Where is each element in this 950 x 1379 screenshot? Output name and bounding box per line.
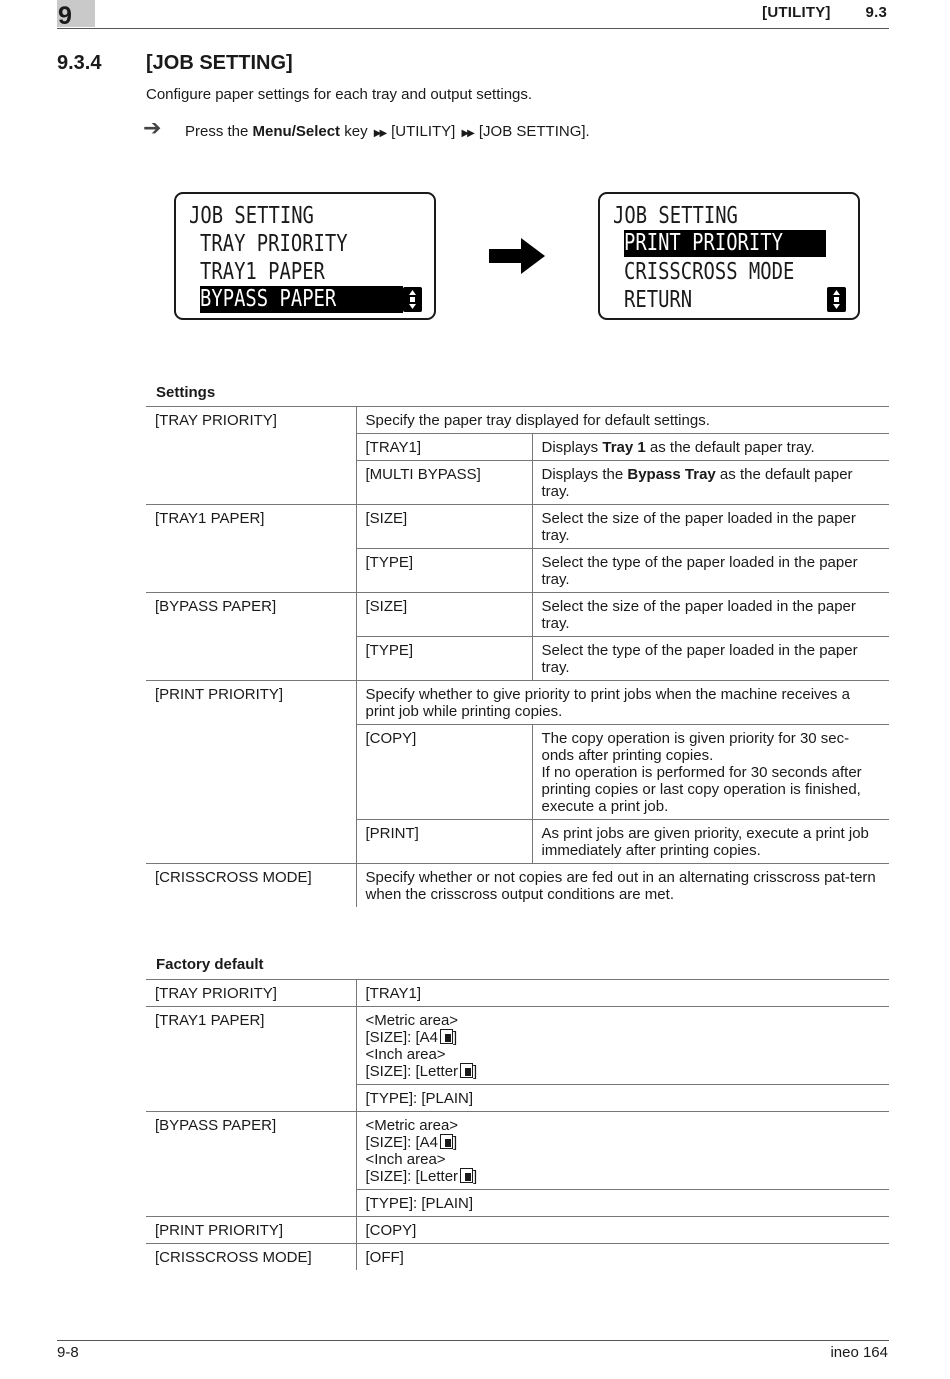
double-triangle-icon: ▶▶: [373, 128, 386, 139]
area-label: <Inch area>: [365, 1046, 446, 1063]
lcd-screen-left: [174, 192, 436, 320]
table-row: [146, 1217, 889, 1244]
settings-table-title: Settings: [156, 384, 216, 401]
table-row: [146, 593, 889, 637]
header-section-name: [UTILITY]: [762, 4, 831, 21]
area-label: <Inch area>: [365, 1151, 446, 1168]
step-arrow-icon: ➔: [143, 115, 162, 140]
settings-table: [146, 406, 889, 907]
option-desc: As print jobs are given priority, execute a print job immediately after printing copies.: [532, 820, 889, 864]
setting-name: [CRISSCROSS MODE]: [146, 864, 356, 908]
area-label: <Metric area>: [365, 1117, 459, 1134]
option-name: [TYPE]: [356, 549, 532, 593]
lcd-selected-line: BYPASS PAPER: [200, 286, 337, 312]
instr-step2: [JOB SETTING].: [478, 123, 590, 140]
lcd-screen-right: [598, 192, 860, 320]
size-line: [SIZE]: [Letter ]: [365, 1168, 478, 1185]
table-row: [146, 1244, 889, 1271]
default-value: [TYPE]: [PLAIN]: [356, 1190, 889, 1217]
size-line: [SIZE]: [A4 ]: [365, 1029, 458, 1046]
instr-pre: Press the: [185, 123, 253, 140]
setting-desc: Specify whether to give priority to print jobs when the machine receives a print job while printing copies.: [356, 681, 889, 725]
setting-name: [TRAY1 PAPER]: [146, 505, 356, 593]
option-desc: [532, 725, 889, 820]
double-triangle-icon: ▶▶: [461, 128, 473, 139]
lcd-line: TRAY1 PAPER: [200, 259, 325, 285]
footer-rule: [57, 1340, 889, 1341]
scroll-updown-icon: [403, 287, 422, 312]
table-row: [146, 1112, 889, 1190]
instr-step1: [UTILITY]: [391, 123, 460, 140]
default-value: [COPY]: [356, 1217, 889, 1244]
right-arrow-icon: [489, 238, 545, 274]
paper-orientation-icon: [440, 1134, 453, 1149]
option-name: [TYPE]: [356, 637, 532, 681]
paper-orientation-icon: [440, 1029, 453, 1044]
paper-orientation-icon: [460, 1063, 473, 1078]
instruction-text: [185, 123, 590, 140]
option-desc: Select the type of the paper loaded in the paper tray.: [532, 637, 889, 681]
option-name: [TRAY1]: [356, 434, 532, 461]
setting-desc: Specify whether or not copies are fed out in an alternating crisscross pat-tern when the crisscross output conditions are met.: [356, 864, 889, 908]
setting-name: [TRAY PRIORITY]: [146, 407, 356, 505]
option-name: [MULTI BYPASS]: [356, 461, 532, 505]
paper-orientation-icon: [460, 1168, 473, 1183]
table-row: [146, 681, 889, 725]
option-name: [SIZE]: [356, 593, 532, 637]
header-rule: [57, 28, 889, 29]
option-desc: Select the size of the paper loaded in the paper tray.: [532, 505, 889, 549]
default-value: [TYPE]: [PLAIN]: [356, 1085, 889, 1112]
table-row: [146, 864, 889, 908]
scroll-updown-icon: [827, 287, 846, 312]
setting-name: [CRISSCROSS MODE]: [146, 1244, 356, 1271]
setting-name: [TRAY PRIORITY]: [146, 980, 356, 1007]
setting-name: [PRINT PRIORITY]: [146, 681, 356, 864]
intro-text: Configure paper settings for each tray and output settings.: [146, 86, 533, 103]
size-line: [SIZE]: [A4 ]: [365, 1134, 458, 1151]
default-value: [356, 1007, 889, 1085]
size-line: [SIZE]: [Letter ]: [365, 1063, 478, 1080]
option-desc: Displays the Bypass Tray as the default paper tray.: [532, 461, 889, 505]
table-row: [146, 505, 889, 549]
lcd-line: CRISSCROSS MODE: [624, 259, 795, 285]
running-header: [762, 4, 887, 21]
instr-mid: key: [340, 123, 372, 140]
option-name: [PRINT]: [356, 820, 532, 864]
option-desc: Select the type of the paper loaded in the paper tray.: [532, 549, 889, 593]
product-model: ineo 164: [830, 1344, 888, 1361]
lcd-line: RETURN: [624, 287, 693, 313]
option-name: [COPY]: [356, 725, 532, 820]
section-number: 9.3.4: [57, 52, 102, 74]
default-value: [356, 1112, 889, 1190]
lcd-line: JOB SETTING: [189, 203, 314, 229]
copy-desc-line: The copy operation is given priority for 30 sec-onds after printing copies.: [541, 730, 850, 764]
table-row: [146, 407, 889, 434]
setting-name: [BYPASS PAPER]: [146, 593, 356, 681]
copy-desc-line: If no operation is performed for 30 seconds after printing copies or last copy operation is finished, execute a print job.: [541, 764, 862, 815]
option-desc: Displays Tray 1 as the default paper tray.: [532, 434, 889, 461]
factory-default-table: [146, 979, 889, 1270]
header-section-number: 9.3: [865, 4, 887, 21]
area-label: <Metric area>: [365, 1012, 459, 1029]
lcd-line: TRAY PRIORITY: [200, 231, 348, 257]
lcd-selected-line: PRINT PRIORITY: [624, 230, 783, 256]
lcd-line: JOB SETTING: [613, 203, 738, 229]
section-title: [JOB SETTING]: [146, 52, 293, 74]
default-value: [TRAY1]: [356, 980, 889, 1007]
chapter-number: 9: [58, 2, 72, 30]
setting-desc: Specify the paper tray displayed for default settings.: [356, 407, 889, 434]
setting-name: [TRAY1 PAPER]: [146, 1007, 356, 1112]
table-row: [146, 980, 889, 1007]
default-value: [OFF]: [356, 1244, 889, 1271]
option-desc: Select the size of the paper loaded in the paper tray.: [532, 593, 889, 637]
table-row: [146, 1007, 889, 1085]
setting-name: [BYPASS PAPER]: [146, 1112, 356, 1217]
setting-name: [PRINT PRIORITY]: [146, 1217, 356, 1244]
page-number: 9-8: [57, 1344, 79, 1361]
option-name: [SIZE]: [356, 505, 532, 549]
factory-table-title: Factory default: [156, 956, 264, 973]
instr-key: Menu/Select: [252, 123, 341, 140]
